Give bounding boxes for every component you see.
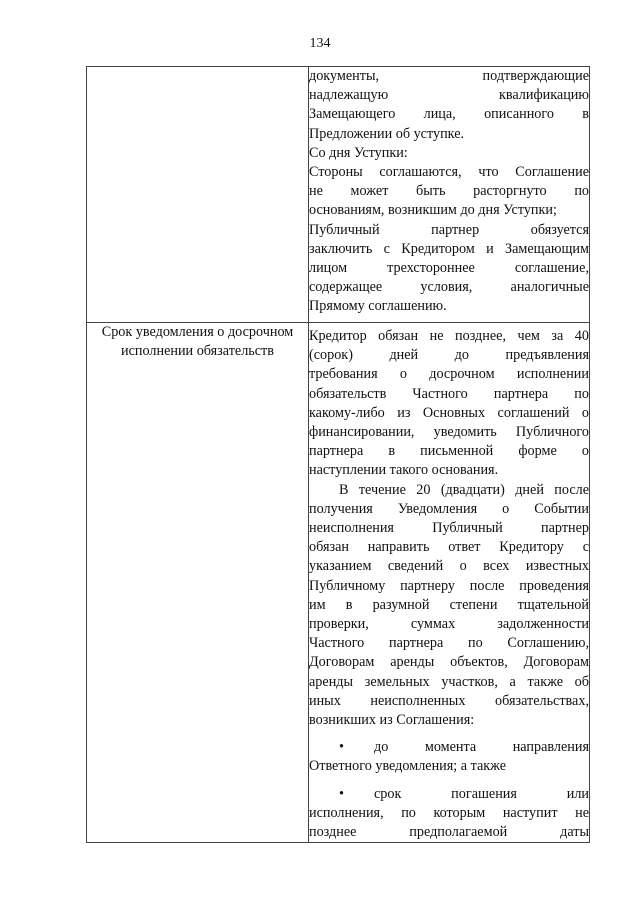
text-line: указанием сведений о всех известных (309, 558, 589, 575)
table-row (87, 67, 590, 323)
text-line: содержащее условия, аналогичные (309, 279, 589, 296)
text-line: финансировании, уведомить Публичного (309, 424, 589, 441)
row-content-cell (309, 67, 590, 323)
text-line: Прямому соглашению. (309, 298, 447, 315)
text-line: Со дня Уступки: (309, 144, 408, 161)
bullet-first-line (309, 738, 589, 757)
text-line: обязательств Частного партнера по (309, 385, 589, 402)
text-line: лицом трехстороннее соглашение, (309, 260, 589, 277)
text-line: Частного партнера по Соглашению, (309, 635, 589, 652)
text-line: обязан направить ответ Кредитору с (309, 539, 589, 556)
paragraph-gap (309, 730, 589, 738)
row-label-cell (87, 323, 309, 843)
paragraph (309, 481, 589, 731)
text-line: срок погашения или (374, 785, 589, 802)
text-line: наступлении такого основания. (309, 462, 499, 479)
text-line: заключить с Кредитором и Замещающим (309, 240, 589, 257)
text-line: партнера в письменной форме о (309, 443, 589, 460)
text-line: основаниям, возникшим до дня Уступки; (309, 202, 557, 219)
text-line: Публичный партнер обязуется (309, 221, 589, 238)
text-line: проверки, суммах задолженности (309, 616, 589, 633)
text-line: возникших из Соглашения: (309, 712, 475, 729)
text-line: Замещающего лица, описанного в (309, 106, 589, 123)
bullet-icon: • (339, 785, 344, 802)
bullet-first-line (309, 785, 589, 804)
text-line: Договорам аренды объектов, Договорам (309, 654, 589, 671)
text-line: Публичному партнеру после проведения (309, 577, 589, 594)
row-label-line: Срок уведомления о досрочном (101, 324, 294, 340)
document-table (86, 66, 590, 843)
text-line: позднее предполагаемой даты (309, 824, 589, 841)
bullet-item (309, 738, 589, 776)
text-line: Стороны соглашаются, что Соглашение (309, 164, 589, 181)
row-label-line: исполнении обязательств (121, 343, 274, 360)
text-line: (сорок) дней до предъявления (309, 347, 589, 364)
row-content-cell (309, 323, 590, 843)
paragraph (309, 327, 589, 481)
text-line: не может быть расторгнуто по (309, 183, 589, 200)
text-line: им в разумной степени тщательной (309, 596, 589, 613)
text-line: документы, подтверждающие (309, 68, 589, 84)
paragraph-gap (309, 777, 589, 785)
text-line: Кредитор обязан не позднее, чем за 40 (309, 328, 589, 344)
text-line: В течение 20 (двадцати) дней после (339, 481, 589, 498)
row-label-cell (87, 67, 309, 323)
text-line: какому-либо из Основных соглашений о (309, 404, 589, 421)
page-number: 134 (309, 36, 331, 51)
bullet-icon: • (339, 739, 344, 756)
text-line: Ответного уведомления; а также (309, 758, 507, 775)
text-line: неисполнения Публичный партнер (309, 520, 589, 537)
text-line: получения Уведомления о Событии (309, 500, 589, 517)
text-line: до момента направления (374, 739, 589, 756)
text-line: аренды земельных участков, а также об (309, 673, 589, 690)
text-line: иных неисполненных обязательствах, (309, 692, 589, 709)
bullet-item (309, 785, 589, 843)
text-line: Предложении об уступке. (309, 125, 465, 142)
text-line: требования о досрочном исполнении (309, 366, 589, 383)
text-line: надлежащую квалификацию (309, 87, 589, 104)
table-row (87, 323, 590, 843)
text-line: исполнения, по которым наступит не (309, 804, 589, 821)
